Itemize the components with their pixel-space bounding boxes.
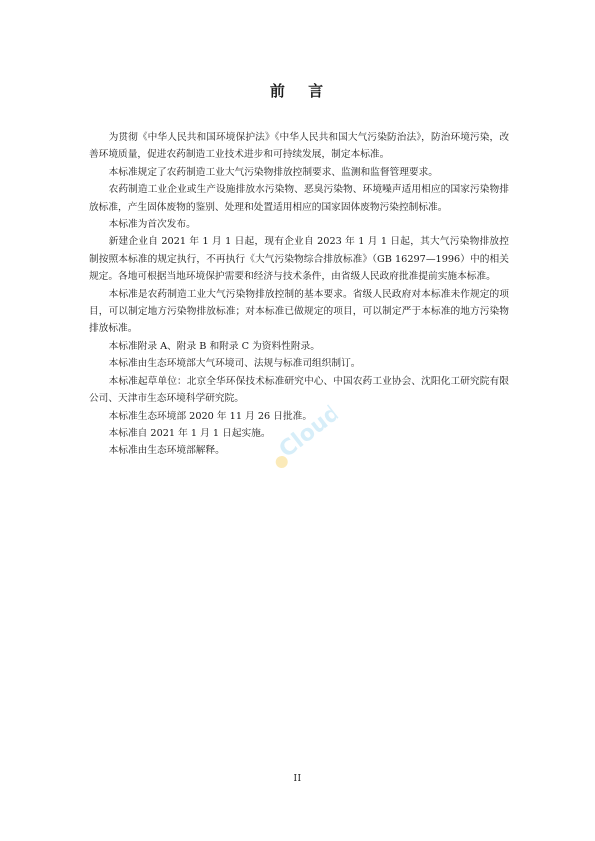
paragraph: 本标准由生态环境部解释。 [108,445,225,457]
paragraph: 农药制造工业企业或生产设施排放水污染物、恶臭污染物、环境噪声适用相应的国家污染物排放标准，产生固体废物的鉴别、处理和处置适用相应的国家固体废物污染控制标准。 [89,184,509,213]
paragraph: 为贯彻《中华人民共和国环境保护法》《中华人民共和国大气污染防治法》，防治环境污染，改善环境质量，促进农药制造工业技术进步和可持续发展，制定本标准。 [89,132,509,161]
paragraph: 本标准为首次发布。 [108,219,196,231]
paragraph: 本标准生态环境部 2020 年 11 月 26 日批准。 [108,410,313,422]
paragraph: 本标准规定了农药制造工业大气污染物排放控制要求、监测和监督管理要求。 [108,166,438,178]
page-number: II [293,774,302,784]
paragraph: 本标准起草单位：北京全华环保技术标准研究中心、中国农药工业协会、沈阳化工研究院有限公司、天津市生态环境科学研究院。 [89,375,509,405]
paragraph: 本标准由生态环境部大气环境司、法规与标准司组织制订。 [108,358,361,370]
watermark-text: Cloud [274,400,346,464]
paragraph: 本标准附录 A、附录 B 和附录 C 为资料性附录。 [108,340,320,352]
paragraph: 本标准是农药制造工业大气污染物排放控制的基本要求。省级人民政府对本标准未作规定的项目，可以制定地方污染物排放标准；对本标准已做规定的项目，可以制定严于本标准的地方污染物排放标准。 [89,288,509,335]
paragraph: 本标准自 2021 年 1 月 1 日起实施。 [108,427,271,439]
paragraph: 新建企业自 2021 年 1 月 1 日起，现有企业自 2023 年 1 月 1 日起，其大气污染物排放控制按照本标准的规定执行，不再执行《大气污染物综合排放标准》（GB 16297—1996）中的相关规定。各地可根据当地环境保护需要和经济与技术条件，由省级人民政府批准提前实施本标准。 [89,236,509,283]
page-title: 前 言 [269,82,326,100]
